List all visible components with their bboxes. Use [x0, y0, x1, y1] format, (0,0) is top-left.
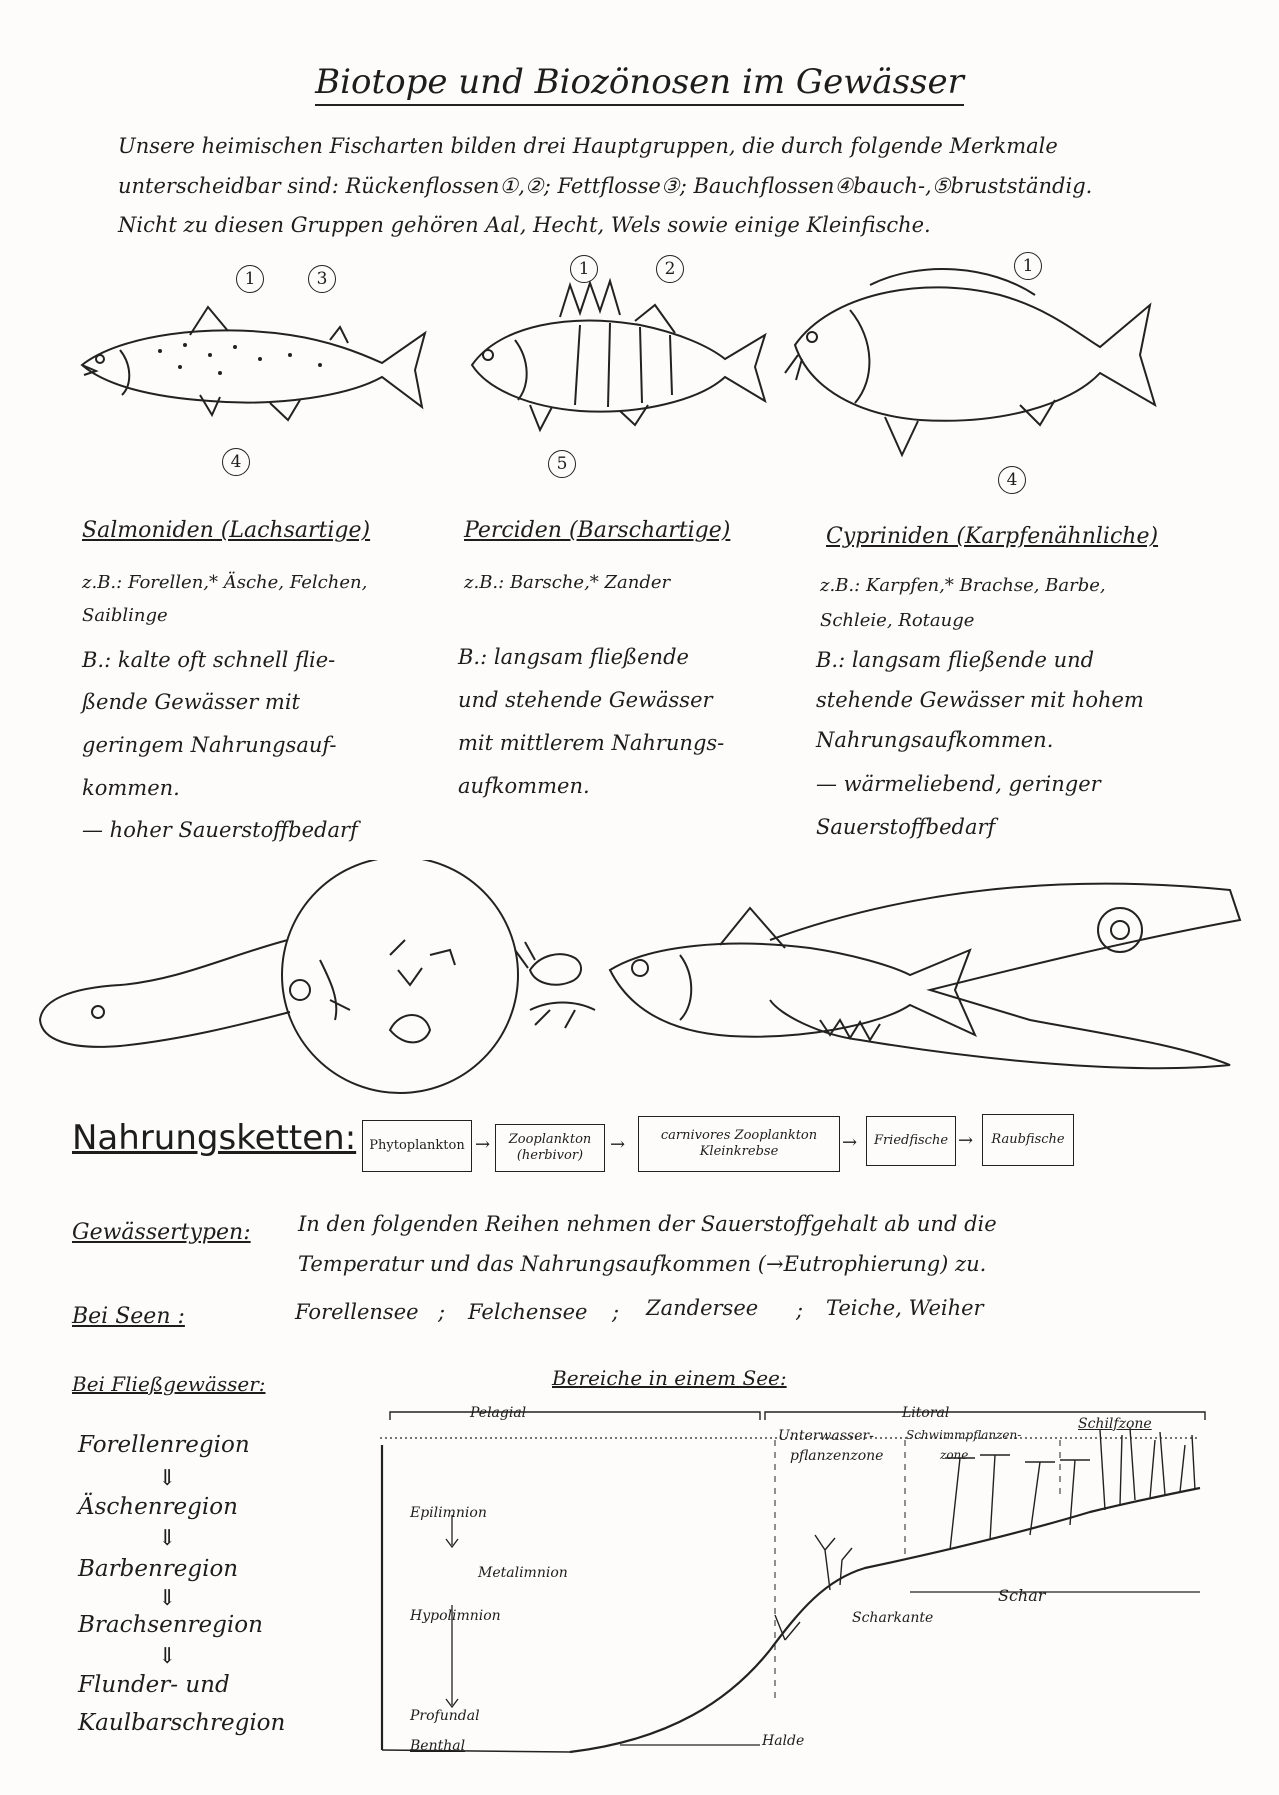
lake-separator: ;	[612, 1300, 620, 1324]
label-schwimmpflanzen-1: Schwimmpflanzen-	[906, 1428, 1022, 1442]
river-region-4: Brachsenregion	[78, 1612, 263, 1638]
lakes-heading: Bei Seen :	[72, 1304, 185, 1329]
cyprinid-habitat-2: stehende Gewässer mit hohem	[816, 688, 1144, 712]
lake-separator: ;	[796, 1298, 804, 1322]
cyprinid-habitat-5: Sauerstoffbedarf	[816, 815, 996, 839]
percid-heading: Perciden (Barschartige)	[464, 518, 731, 543]
lake-type-2: Felchensee	[468, 1300, 588, 1324]
down-arrow-icon: ⇓	[158, 1644, 177, 1669]
lake-type-4: Teiche, Weiher	[826, 1296, 984, 1320]
label-litoral: Litoral	[902, 1405, 950, 1421]
chain-arrow-icon: →	[842, 1132, 858, 1153]
label-profundal: Profundal	[410, 1708, 480, 1724]
intro-line-2: unterscheidbar sind: Rückenflossen①,②; Fettflosse③; Bauchflossen④bauch-,⑤brustständig.	[118, 174, 1093, 198]
food-chain-heading: Nahrungsketten:	[72, 1118, 357, 1158]
chain-box-zooplankton-sub: (herbivor)	[516, 1148, 584, 1163]
chain-box-zooplankton	[495, 1124, 605, 1172]
pike-head-drawing	[770, 884, 1240, 1069]
lake-zones-heading: Bereiche in einem See:	[552, 1366, 787, 1390]
label-schar: Schar	[998, 1586, 1046, 1605]
lake-separator: ;	[438, 1300, 446, 1324]
label-schilfzone: Schilfzone	[1078, 1416, 1152, 1432]
salmonid-habitat-2: ßende Gewässer mit	[82, 690, 300, 714]
label-metalimnion: Metalimnion	[478, 1565, 568, 1581]
water-types-text-1: In den folgenden Reihen nehmen der Sauerstoffgehalt ab und die	[298, 1212, 997, 1236]
chain-arrow-icon: →	[475, 1134, 491, 1155]
cyprinid-heading: Cypriniden (Karpfenähnliche)	[826, 524, 1159, 549]
label-hypolimnion: Hypolimnion	[410, 1608, 501, 1624]
marker-pectoral-5-percid: 5	[548, 450, 576, 478]
marker-adipose-3-salmonid: 3	[308, 265, 336, 293]
salmonid-habitat-5: — hoher Sauerstoffbedarf	[82, 818, 358, 842]
chain-box-carnivorous-sub: Kleinkrebse	[699, 1144, 779, 1159]
intro-line-3: Nicht zu diesen Gruppen gehören Aal, Hecht, Wels sowie einige Kleinfische.	[118, 213, 931, 237]
lake-type-3: Zandersee	[646, 1296, 759, 1320]
down-arrow-icon: ⇓	[158, 1526, 177, 1551]
carp-drawing	[785, 269, 1155, 455]
river-region-6: Kaulbarschregion	[78, 1710, 286, 1736]
river-region-3: Barbenregion	[78, 1556, 239, 1582]
label-benthal: Benthal	[410, 1738, 466, 1754]
label-pelagial: Pelagial	[470, 1405, 527, 1421]
river-region-1: Forellenregion	[78, 1432, 250, 1458]
marker-dorsal-1-cyprinid: 1	[1014, 252, 1042, 280]
chain-box-phytoplankton-label: Phytoplankton	[369, 1137, 465, 1153]
marker-dorsal-1-salmonid: 1	[236, 265, 264, 293]
percid-habitat-3: mit mittlerem Nahrungs-	[458, 731, 725, 755]
salmonid-examples-1: z.B.: Forellen,* Äsche, Felchen,	[82, 572, 368, 593]
lake-type-1: Forellensee	[295, 1300, 419, 1324]
marker-dorsal-1-percid: 1	[570, 255, 598, 283]
food-chain-illustration	[30, 860, 1260, 1100]
river-region-5: Flunder- und	[78, 1672, 230, 1698]
chain-box-carnivorous-label: carnivores Zooplankton	[660, 1127, 818, 1143]
cyprinid-examples-1: z.B.: Karpfen,* Brachse, Barbe,	[820, 575, 1106, 596]
label-epilimnion: Epilimnion	[410, 1505, 487, 1521]
label-unterwasser-1: Unterwasser-	[778, 1428, 874, 1444]
marker-dorsal-2-percid: 2	[656, 255, 684, 283]
salmonid-habitat-1: B.: kalte oft schnell flie-	[82, 648, 336, 672]
intro-line-1: Unsere heimischen Fischarten bilden drei Hauptgruppen, die durch folgende Merkmale	[118, 134, 1058, 158]
label-unterwasser-2: pflanzenzone	[790, 1448, 884, 1464]
chain-box-friedfische-label: Friedfische	[873, 1132, 949, 1148]
label-halde: Halde	[762, 1733, 805, 1749]
chain-box-friedfische	[866, 1116, 956, 1166]
chain-arrow-icon: →	[610, 1134, 626, 1155]
label-schwimmpflanzen-2: zone	[940, 1448, 969, 1462]
chain-box-raubfische	[982, 1114, 1074, 1166]
rivers-heading: Bei Fließgewässer:	[72, 1372, 266, 1396]
chain-arrow-icon: →	[958, 1130, 974, 1151]
marker-ventral-4-cyprinid: 4	[998, 466, 1026, 494]
percid-habitat-4: aufkommen.	[458, 774, 590, 798]
cyprinid-examples-2: Schleie, Rotauge	[820, 610, 975, 631]
chain-box-phytoplankton	[362, 1120, 472, 1172]
river-region-2: Äschenregion	[78, 1494, 238, 1520]
percid-habitat-1: B.: langsam fließende	[458, 645, 689, 669]
chain-box-zooplankton-label: Zooplankton	[508, 1131, 592, 1147]
marker-ventral-4-salmonid: 4	[222, 448, 250, 476]
cyprinid-habitat-3: Nahrungsaufkommen.	[816, 728, 1054, 752]
water-types-heading: Gewässertypen:	[72, 1220, 251, 1245]
cyprinid-habitat-1: B.: langsam fließende und	[816, 648, 1095, 672]
label-scharkante: Scharkante	[852, 1610, 934, 1626]
down-arrow-icon: ⇓	[158, 1466, 177, 1491]
salmonid-habitat-3: geringem Nahrungsauf-	[82, 733, 337, 757]
down-arrow-icon: ⇓	[158, 1586, 177, 1611]
salmonid-heading: Salmoniden (Lachsartige)	[82, 518, 371, 543]
chain-box-carnivorous-zooplankton	[638, 1116, 840, 1172]
chain-box-raubfische-label: Raubfische	[991, 1131, 1065, 1147]
salmonid-examples-2: Saiblinge	[82, 605, 168, 626]
cyprinid-habitat-4: — wärmeliebend, geringer	[816, 772, 1101, 796]
water-types-text-2: Temperatur und das Nahrungsaufkommen (→Eutrophierung) zu.	[298, 1252, 987, 1276]
salmonid-habitat-4: kommen.	[82, 776, 180, 800]
percid-examples-1: z.B.: Barsche,* Zander	[464, 572, 671, 593]
perch-drawing	[472, 281, 765, 430]
copepod-drawing	[515, 942, 595, 1028]
page-title: Biotope und Biozönosen im Gewässer	[0, 62, 1279, 102]
percid-habitat-2: und stehende Gewässer	[458, 688, 713, 712]
trout-drawing	[82, 307, 425, 420]
magnifier-drawing	[40, 860, 518, 1093]
